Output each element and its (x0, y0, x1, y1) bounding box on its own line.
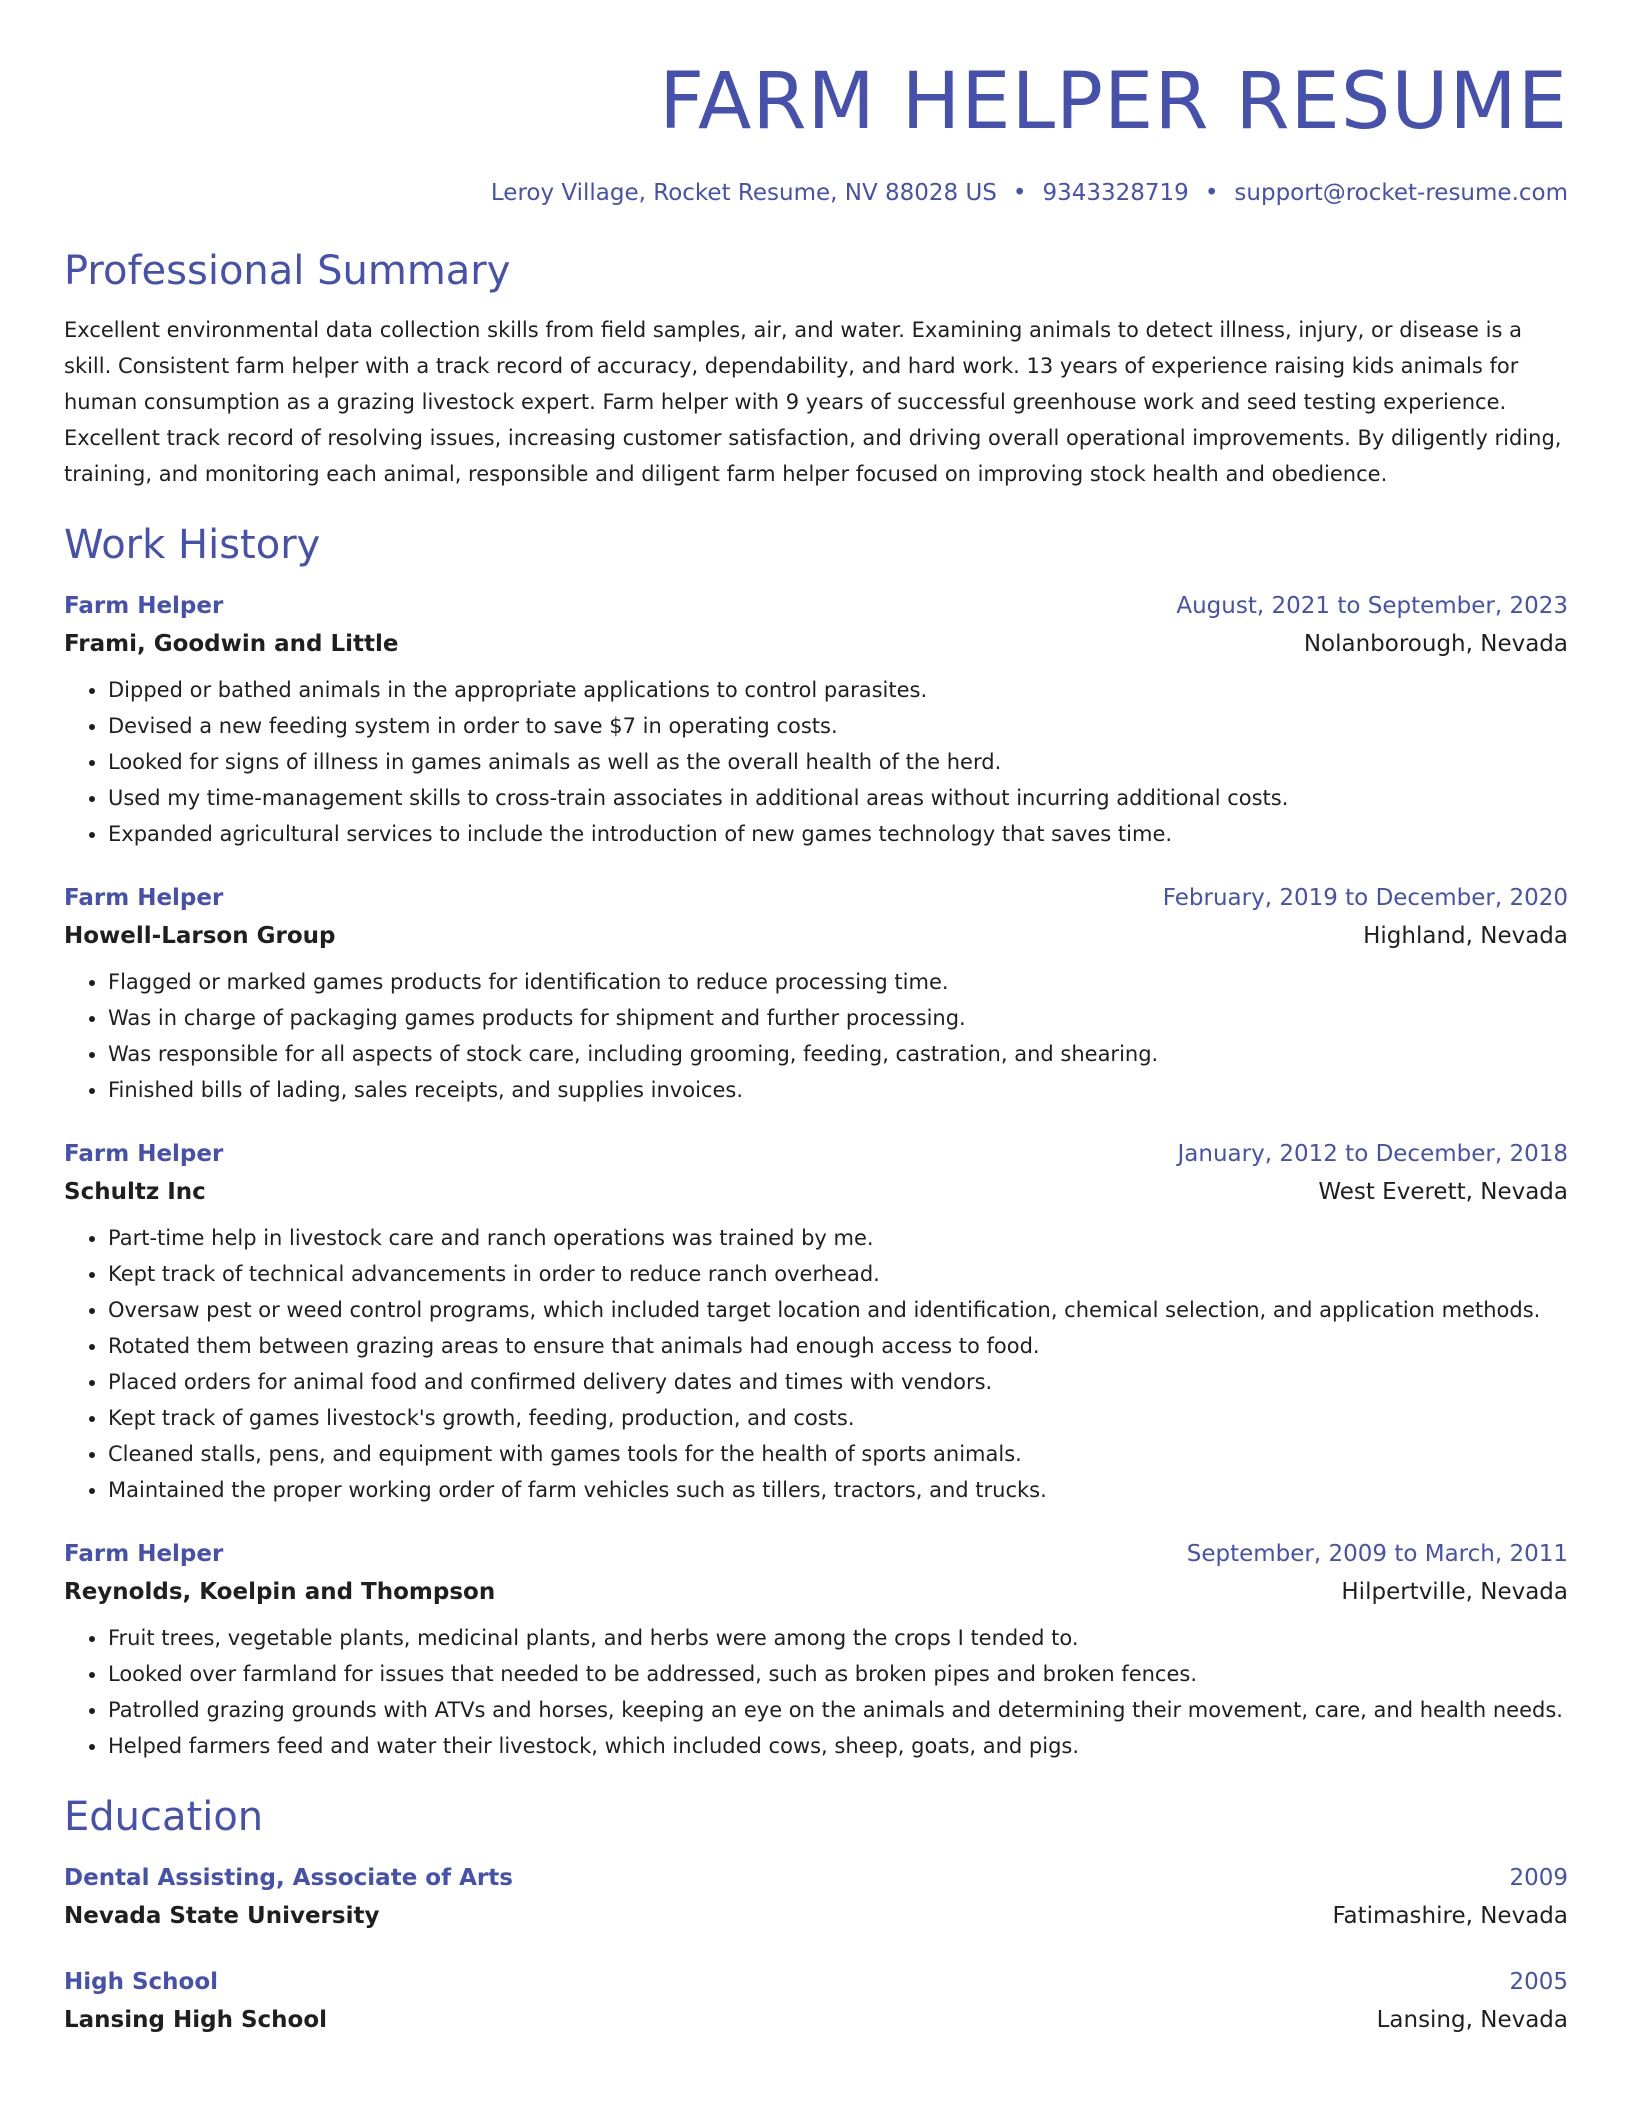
education-entry (64, 1966, 1568, 2036)
education-school: Lansing High School (64, 2007, 328, 2033)
job-dates: January, 2012 to December, 2018 (1177, 1141, 1568, 1167)
education-degree: Dental Assisting, Associate of Arts (64, 1865, 513, 1891)
resume-title: FARM HELPER RESUME (659, 57, 1568, 147)
job-bullet: • Flagged or marked games products for identification to reduce processing time. (108, 964, 1568, 1000)
job-entry (64, 1538, 1568, 1764)
job-location: Highland, Nevada (1363, 923, 1568, 949)
education-location: Lansing, Nevada (1376, 2007, 1568, 2033)
education-header-row (64, 1862, 1568, 1894)
job-bullets (64, 964, 1568, 1108)
education-header-row (64, 1966, 1568, 1998)
job-bullet: • Patrolled grazing grounds with ATVs and horses, keeping an eye on the animals and determining their movement, care, and health needs. (108, 1692, 1568, 1728)
job-bullet: • Was in charge of packaging games products for shipment and further processing. (108, 1000, 1568, 1036)
job-header-row (64, 882, 1568, 914)
job-bullet: • Dipped or bathed animals in the appropriate applications to control parasites. (108, 672, 1568, 708)
job-dates: February, 2019 to December, 2020 (1162, 885, 1568, 911)
job-dates: September, 2009 to March, 2011 (1186, 1541, 1568, 1567)
job-bullet: • Expanded agricultural services to include the introduction of new games technology that saves time. (108, 816, 1568, 852)
job-company: Howell-Larson Group (64, 923, 336, 949)
job-role: Farm Helper (64, 1141, 224, 1167)
summary-heading: Professional Summary (64, 248, 511, 294)
job-bullet: • Part-time help in livestock care and ranch operations was trained by me. (108, 1220, 1568, 1256)
contact-separator: • (1012, 180, 1027, 206)
job-bullet: • Maintained the proper working order of farm vehicles such as tillers, tractors, and trucks. (108, 1472, 1568, 1508)
job-company-row (64, 920, 1568, 952)
job-bullet: • Helped farmers feed and water their livestock, which included cows, sheep, goats, and pigs. (108, 1728, 1568, 1764)
job-company-row (64, 628, 1568, 660)
job-bullet: • Fruit trees, vegetable plants, medicinal plants, and herbs were among the crops I tended to. (108, 1620, 1568, 1656)
job-header-row (64, 1138, 1568, 1170)
job-bullet: • Oversaw pest or weed control programs, which included target location and identification, chemical selection, and application methods. (108, 1292, 1568, 1328)
job-company-row (64, 1576, 1568, 1608)
job-company: Frami, Goodwin and Little (64, 631, 399, 657)
job-location: Hilpertville, Nevada (1341, 1579, 1568, 1605)
education-entry (64, 1862, 1568, 1932)
job-bullet: • Rotated them between grazing areas to ensure that animals had enough access to food. (108, 1328, 1568, 1364)
job-bullet: • Looked for signs of illness in games animals as well as the overall health of the herd. (108, 744, 1568, 780)
contact-email: support@rocket-resume.com (1234, 180, 1568, 206)
job-bullet: • Was responsible for all aspects of stock care, including grooming, feeding, castration, and shearing. (108, 1036, 1568, 1072)
work-history-heading: Work History (64, 522, 321, 568)
job-bullet: • Devised a new feeding system in order to save $7 in operating costs. (108, 708, 1568, 744)
job-location: West Everett, Nevada (1318, 1179, 1568, 1205)
job-bullet: • Cleaned stalls, pens, and equipment with games tools for the health of sports animals. (108, 1436, 1568, 1472)
education-year: 2005 (1509, 1969, 1568, 1995)
job-company: Reynolds, Koelpin and Thompson (64, 1579, 496, 1605)
job-role: Farm Helper (64, 1541, 224, 1567)
job-bullet: • Kept track of games livestock's growth, feeding, production, and costs. (108, 1400, 1568, 1436)
job-bullet: • Looked over farmland for issues that needed to be addressed, such as broken pipes and broken fences. (108, 1656, 1568, 1692)
contact-address: Leroy Village, Rocket Resume, NV 88028 US (490, 180, 997, 206)
job-company-row (64, 1176, 1568, 1208)
job-entry (64, 882, 1568, 1108)
education-school-row (64, 2004, 1568, 2036)
work-history-list (64, 590, 1568, 1764)
education-heading: Education (64, 1794, 264, 1840)
job-entry (64, 1138, 1568, 1508)
education-location: Fatimashire, Nevada (1332, 1903, 1568, 1929)
job-bullet: • Used my time-management skills to cross-train associates in additional areas without incurring additional costs. (108, 780, 1568, 816)
job-bullet: • Placed orders for animal food and confirmed delivery dates and times with vendors. (108, 1364, 1568, 1400)
job-entry (64, 590, 1568, 852)
education-degree: High School (64, 1969, 219, 1995)
job-bullets (64, 1620, 1568, 1764)
job-bullet: • Kept track of technical advancements in order to reduce ranch overhead. (108, 1256, 1568, 1292)
job-bullet: • Finished bills of lading, sales receipts, and supplies invoices. (108, 1072, 1568, 1108)
job-role: Farm Helper (64, 593, 224, 619)
contact-line (64, 178, 1568, 208)
job-dates: August, 2021 to September, 2023 (1176, 593, 1568, 619)
summary-text: Excellent environmental data collection skills from field samples, air, and water. Examining animals to detect illness, injury, or disease is a skill. Consistent farm helper with a track record of accuracy, dependability, and hard work. 13 years of experience raising kids animals for human consumption as a grazing livestock expert. Farm helper with 9 years of successful greenhouse work and seed testing experience. Excellent track record of resolving issues, increasing customer satisfaction, and driving overall operational improvements. By diligently riding, training, and monitoring each animal, responsible and diligent farm helper focused on improving stock health and obedience. (64, 318, 1562, 486)
contact-phone: 9343328719 (1042, 180, 1189, 206)
job-header-row (64, 590, 1568, 622)
job-bullets (64, 672, 1568, 852)
education-school-row (64, 1900, 1568, 1932)
job-bullets (64, 1220, 1568, 1508)
education-school: Nevada State University (64, 1903, 380, 1929)
job-location: Nolanborough, Nevada (1303, 631, 1568, 657)
job-header-row (64, 1538, 1568, 1570)
job-role: Farm Helper (64, 885, 224, 911)
education-list (64, 1862, 1568, 2036)
education-year: 2009 (1509, 1865, 1568, 1891)
job-company: Schultz Inc (64, 1179, 206, 1205)
contact-separator: • (1204, 180, 1219, 206)
